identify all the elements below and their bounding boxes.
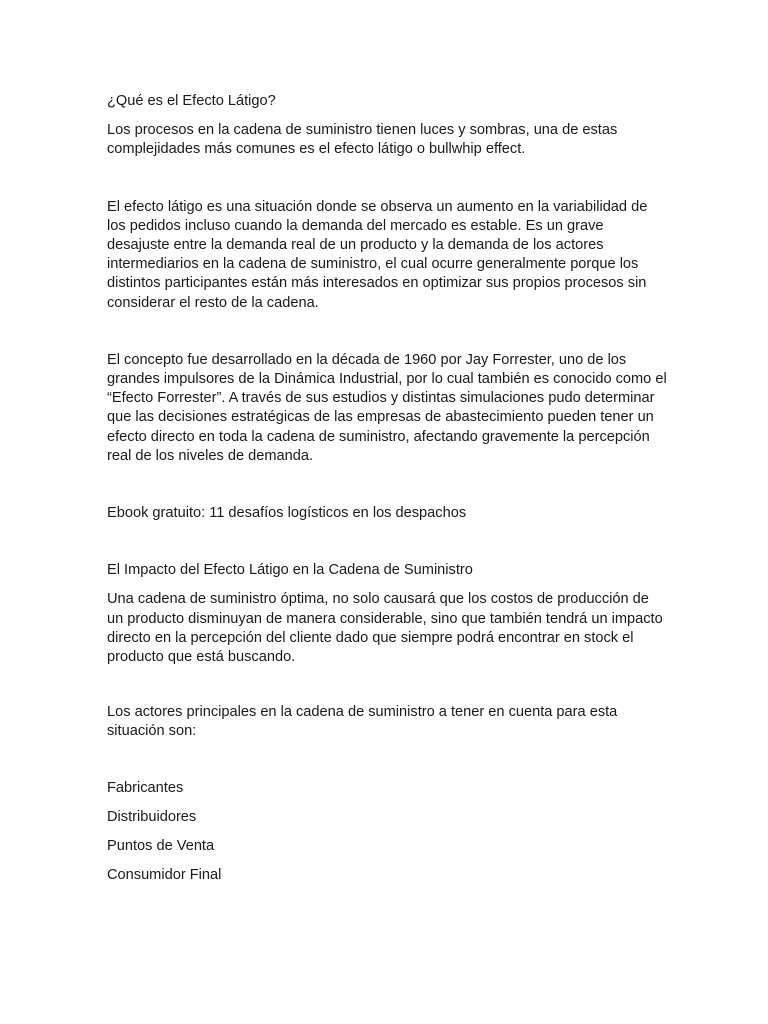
history-paragraph: El concepto fue desarrollado en la década de 1960 por Jay Forrester, uno de los grandes impulsores de la Dinámica Industrial, por lo cual también es conocido como el “Efecto Forrester”. A través de sus estudios y distintas simulaciones pudo determinar que las decisiones estratégicas de las empresas de abastecimiento pueden tener un efecto directo en toda la cadena de suministro, afectando gravemente la percepción real de los niveles de demanda. [107,351,667,464]
actors-intro-paragraph: Los actores principales en la cadena de suministro a tener en cuenta para esta situación son: [107,704,618,740]
definition-paragraph: El efecto látigo es una situación donde se observa un aumento en la variabilidad de los pedidos incluso cuando la demanda del mercado es estable. Es un grave desajuste entre la demanda real de un producto y la demanda de los actores intermediarios en la cadena de suministro, el cual ocurre generalmente porque los distintos participantes están más interesados en optimizar sus propios procesos sin considerar el resto de la cadena. [107,198,648,311]
impact-paragraph: Una cadena de suministro óptima, no solo causará que los costos de producción de un producto disminuyan de manera considerable, sino que también tendrá un impacto directo en la percepción del cliente dado que siempre podrá encontrar en stock el producto que está buscando. [107,591,663,666]
document-title: ¿Qué es el Efecto Látigo? [107,93,276,109]
intro-paragraph: Los procesos en la cadena de suministro tienen luces y sombras, una de estas complejidades más comunes es el efecto látigo o bullwhip effect. [107,122,618,158]
actors-list [107,779,667,886]
list-item: Fabricantes [107,779,184,796]
document-body [107,92,667,885]
ebook-link-text: Ebook gratuito: 11 desafíos logísticos en los despachos [107,505,467,522]
list-item: Consumidor Final [107,867,222,884]
list-item: Puntos de Venta [107,838,215,855]
list-item: Distribuidores [107,808,197,825]
section-heading: El Impacto del Efecto Látigo en la Cadena de Suministro [107,562,473,579]
